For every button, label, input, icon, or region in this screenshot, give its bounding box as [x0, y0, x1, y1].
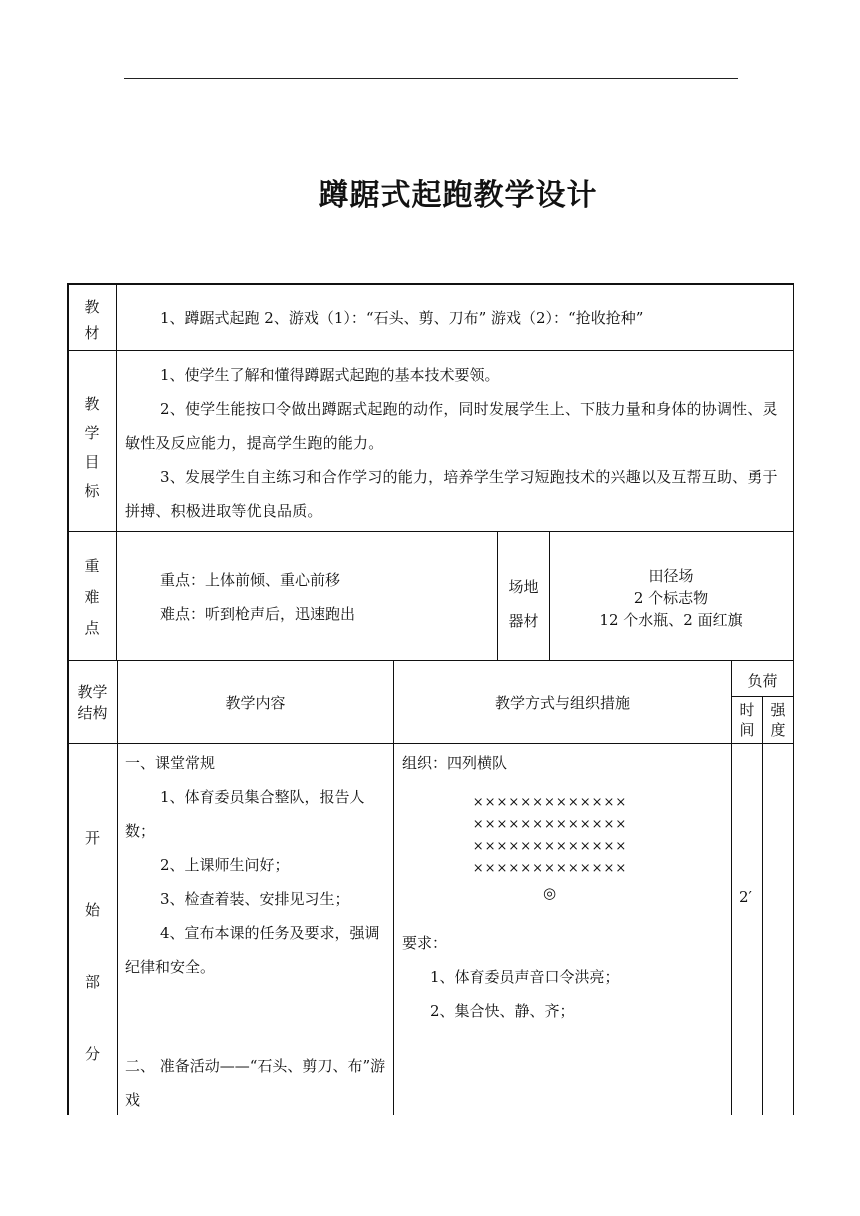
content-item: 2、上课师生问好； — [160, 856, 290, 874]
venue-item: 田径场 — [648, 567, 694, 585]
requirements-label: 要求： — [402, 934, 448, 952]
key-points-label — [68, 551, 116, 644]
objectives-content — [125, 358, 787, 528]
label-char: 标 — [84, 482, 100, 500]
label-char: 始 — [84, 901, 100, 919]
organization-label: 组织：四列横队 — [402, 754, 508, 772]
label-char: 开 — [84, 829, 100, 847]
label-char: 教 — [84, 395, 100, 413]
label-char: 部 — [84, 973, 100, 991]
row-divider — [67, 743, 794, 744]
label-char: 强 — [770, 701, 786, 719]
content-item: 1、体育委员集合整队，报告人数； — [125, 788, 365, 840]
label-char: 结构 — [77, 704, 108, 722]
label-char: 器材 — [508, 612, 539, 630]
venue-item: 2 个标志物 — [633, 589, 709, 607]
label-char: 重 — [84, 557, 100, 575]
difficulty-point: 难点：听到枪声后，迅速跑出 — [160, 605, 356, 623]
label-char: 点 — [84, 619, 100, 637]
materials-label — [68, 297, 116, 343]
warmup-heading: 二、 准备活动——“石头、剪刀、布”游戏 — [125, 1057, 386, 1109]
label-char: 分 — [84, 1045, 100, 1063]
label-char: 间 — [739, 721, 755, 739]
formation-row: ××××××××××××× — [472, 839, 628, 854]
row-divider — [67, 660, 794, 661]
structure-label — [68, 682, 117, 724]
opening-section-label — [68, 820, 117, 1072]
formation-row: ××××××××××××× — [472, 861, 628, 876]
venue-items — [550, 565, 792, 631]
label-char: 目 — [84, 453, 100, 471]
structure-divider — [117, 660, 118, 1115]
label-char: 学 — [84, 424, 100, 442]
table-border-right — [793, 283, 795, 1115]
content-header: 教学内容 — [225, 694, 286, 712]
requirement-item: 1、体育委员声音口令洪亮； — [430, 968, 620, 986]
time-value: 2′ — [739, 888, 752, 906]
label-char: 教学 — [77, 683, 108, 701]
row-divider — [67, 350, 794, 351]
content-item: 4、宣布本课的任务及要求，强调纪律和安全。 — [125, 924, 380, 976]
row-divider — [67, 531, 794, 532]
label-char: 时 — [739, 701, 755, 719]
label-char: 教 — [84, 298, 100, 316]
label-char: 度 — [770, 721, 786, 739]
time-intensity-divider — [762, 696, 763, 1115]
label-char: 难 — [84, 588, 100, 606]
content-heading: 一、课堂常规 — [125, 754, 216, 772]
label-char: 场地 — [508, 578, 539, 596]
venue-item: 12 个水瓶、2 面红旗 — [599, 611, 743, 629]
objectives-label — [68, 390, 116, 506]
requirement-item: 2、集合快、静、齐； — [430, 1002, 575, 1020]
header-rule — [124, 78, 738, 79]
objective-item: 2、使学生能按口令做出蹲踞式起跑的动作，同时发展学生上、下肢力量和身体的协调性、灵敏性及反应能力，提高学生跑的能力。 — [125, 400, 778, 452]
label-char: 材 — [84, 324, 100, 342]
venue-label — [498, 570, 549, 638]
materials-content: 1、蹲踞式起跑 2、游戏（1）：“石头、剪、刀布” 游戏（2）：“抢收抢种” — [160, 309, 644, 327]
table-border-top — [67, 283, 794, 285]
content-item: 3、检查着装、安排见习生； — [160, 890, 350, 908]
load-header: 负荷 — [747, 672, 778, 690]
formation-row: ××××××××××××× — [472, 795, 628, 810]
objective-item: 3、发展学生自主练习和合作学习的能力，培养学生学习短跑技术的兴趣以及互帮互助、勇于拼搏、积极进取等优良品质。 — [125, 468, 778, 520]
key-point: 重点：上体前倾、重心前移 — [160, 571, 341, 589]
method-header: 教学方式与组织措施 — [494, 694, 630, 712]
document-title: 蹲踞式起跑教学设计 — [318, 178, 598, 213]
formation-diagram — [460, 792, 640, 906]
content-divider — [393, 660, 394, 1115]
intensity-header — [763, 700, 793, 740]
time-header — [732, 700, 762, 740]
opening-content — [125, 746, 389, 984]
label-column-divider — [116, 283, 117, 660]
formation-row: ××××××××××××× — [472, 817, 628, 832]
objective-item: 1、使学生了解和懂得蹲踞式起跑的基本技术要领。 — [160, 366, 500, 384]
teacher-symbol: ◎ — [542, 884, 558, 902]
